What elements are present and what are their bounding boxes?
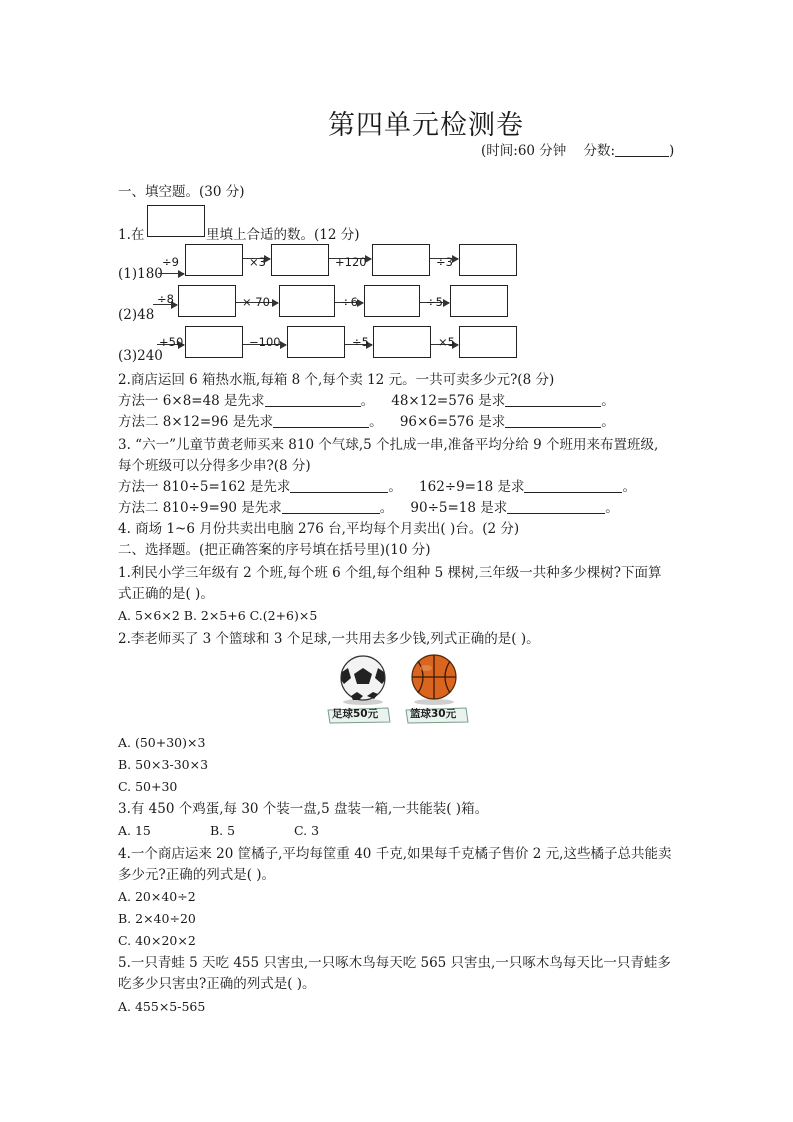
q1-row2-op1: ÷8	[157, 292, 174, 306]
q2-m1-part2: 48×12=576 是求	[391, 393, 506, 409]
q1-row3-op2: −100	[249, 335, 281, 349]
period: 。	[360, 393, 375, 409]
c4-option-b: B. 2×40÷20	[118, 911, 196, 926]
q3-m2-part2: 90÷5=18 是求	[410, 500, 508, 516]
answer-blank[interactable]	[273, 413, 369, 428]
section-1-heading: 一、填空题。(30 分)	[118, 184, 245, 200]
c3-option-c: C. 3	[294, 823, 320, 838]
answer-blank[interactable]	[290, 478, 388, 493]
arrow	[158, 273, 184, 274]
answer-blank[interactable]	[507, 499, 605, 514]
q4-stem: 4. 商场 1~6 月份共卖出电脑 276 台,平均每个月卖出( )台。(2 分)	[118, 521, 520, 537]
page-title: 第四单元检测卷	[328, 110, 524, 141]
time-info: (时间:60 分钟	[481, 143, 567, 159]
q2-m2-part2: 96×6=576 是求	[399, 414, 506, 430]
c2-stem: 2.李老师买了 3 个篮球和 3 个足球,一共用去多少钱,列式正确的是( )。	[118, 631, 540, 647]
c1-stem-line1: 1.利民小学三年级有 2 个班,每个班 6 个组,每个组种 5 棵树,三年级一共种多少棵树?下面算	[118, 565, 662, 581]
q1-row1-op2: ×3	[249, 255, 266, 269]
q1-prefix: 1.在	[118, 227, 145, 243]
period: 。	[601, 414, 615, 430]
football-price-label: 足球50元	[332, 708, 379, 720]
answer-box[interactable]	[372, 244, 430, 276]
q1-row2-op3: ÷6	[341, 295, 358, 309]
period: 。	[388, 479, 402, 495]
c5-stem-line1: 5.一只青蛙 5 天吃 455 只害虫,一只啄木鸟每天吃 565 只害虫,一只啄木鸟每天比一只青蛙多	[118, 955, 671, 971]
section-2-heading: 二、选择题。(把正确答案的序号填在括号里)(10 分)	[118, 542, 431, 558]
answer-box[interactable]	[373, 326, 431, 358]
q1-row2-op2: × 70	[242, 295, 270, 309]
answer-box[interactable]	[279, 285, 335, 317]
answer-box[interactable]	[459, 326, 517, 358]
q2-method2	[118, 413, 615, 431]
q3-m1-part1: 方法一 810÷5=162 是先求	[118, 479, 291, 495]
c3-stem: 3.有 450 个鸡蛋,每 30 个装一盘,5 盘装一箱,一共能装( )箱。	[118, 801, 489, 817]
q1-suffix: 里填上合适的数。(12 分)	[206, 227, 360, 243]
q1-row3-op4: ×5	[438, 335, 455, 349]
c2-option-c: C. 50+30	[118, 779, 178, 794]
c2-option-a: A. (50+30)×3	[118, 735, 206, 750]
exam-info	[481, 142, 674, 160]
q1-row2-label: (2)48	[118, 307, 155, 323]
q1-row1-op3: +120	[335, 255, 367, 269]
answer-box[interactable]	[459, 244, 517, 276]
q1-row3-op1: +50	[159, 335, 184, 349]
answer-box[interactable]	[450, 285, 508, 317]
answer-blank[interactable]	[505, 392, 601, 407]
q1-row1-op4: ÷3	[436, 255, 453, 269]
c4-option-a: A. 20×40÷2	[118, 889, 196, 904]
c5-stem-line2: 吃多少只害虫?正确的列式是( )。	[118, 976, 316, 992]
q1-row3-label: (3)240	[118, 348, 163, 364]
period: 。	[369, 414, 383, 430]
score-blank[interactable]	[615, 142, 669, 157]
period: 。	[601, 393, 615, 409]
q1-row2-op4: ÷5	[426, 295, 443, 309]
period: 。	[622, 479, 636, 495]
answer-box[interactable]	[287, 326, 345, 358]
c4-stem-line2: 多少元?正确的列式是( )。	[118, 867, 276, 883]
c1-stem-line2: 式正确的是( )。	[118, 586, 214, 602]
q3-m2-part1: 方法二 810÷9=90 是先求	[118, 500, 282, 516]
c3-option-a: A. 15	[118, 823, 151, 838]
c3-option-b: B. 5	[210, 823, 236, 838]
period: 。	[379, 500, 394, 516]
q3-m1-part2: 162÷9=18 是求	[419, 479, 525, 495]
q2-stem: 2.商店运回 6 箱热水瓶,每箱 8 个,每个卖 12 元。一共可卖多少元?(8 分)	[118, 372, 555, 388]
period: 。	[605, 500, 619, 516]
q3-stem-line1: 3. “六一”儿童节黄老师买来 810 个气球,5 个扎成一串,准备平均分给 9 个班用来布置班级,	[118, 437, 659, 453]
q3-method1	[118, 478, 636, 496]
q3-stem-line2: 每个班级可以分得多少串?(8 分)	[118, 458, 311, 474]
answer-box[interactable]	[185, 326, 243, 358]
q1-row1-label: (1)180	[118, 266, 163, 282]
answer-blank[interactable]	[265, 392, 361, 407]
q3-method2	[118, 499, 619, 517]
q2-m2-part1: 方法二 8×12=96 是先求	[118, 414, 274, 430]
q1-sample-box	[147, 205, 205, 237]
answer-box[interactable]	[178, 285, 236, 317]
basketball-price-label: 篮球30元	[410, 708, 457, 720]
c5-option-a: A. 455×5-565	[118, 999, 206, 1014]
c2-option-b: B. 50×3-30×3	[118, 757, 209, 772]
score-close: )	[669, 143, 675, 159]
answer-box[interactable]	[271, 244, 329, 276]
q1-row3-op3: ÷5	[352, 335, 369, 349]
answer-blank[interactable]	[282, 499, 380, 514]
answer-box[interactable]	[364, 285, 420, 317]
q2-method1	[118, 392, 615, 410]
c1-options: A. 5×6×2 B. 2×5+6 C.(2+6)×5	[118, 608, 318, 623]
c4-stem-line1: 4.一个商店运来 20 筐橘子,平均每筐重 40 千克,如果每千克橘子售价 2 元,这些橘子总共能卖	[118, 846, 672, 862]
q2-m1-part1: 方法一 6×8=48 是先求	[118, 393, 265, 409]
answer-box[interactable]	[185, 244, 243, 276]
answer-blank[interactable]	[524, 478, 622, 493]
answer-blank[interactable]	[505, 413, 601, 428]
q1-row1-op1: ÷9	[162, 255, 179, 269]
score-label: 分数:	[583, 143, 616, 159]
c4-option-c: C. 40×20×2	[118, 933, 196, 948]
